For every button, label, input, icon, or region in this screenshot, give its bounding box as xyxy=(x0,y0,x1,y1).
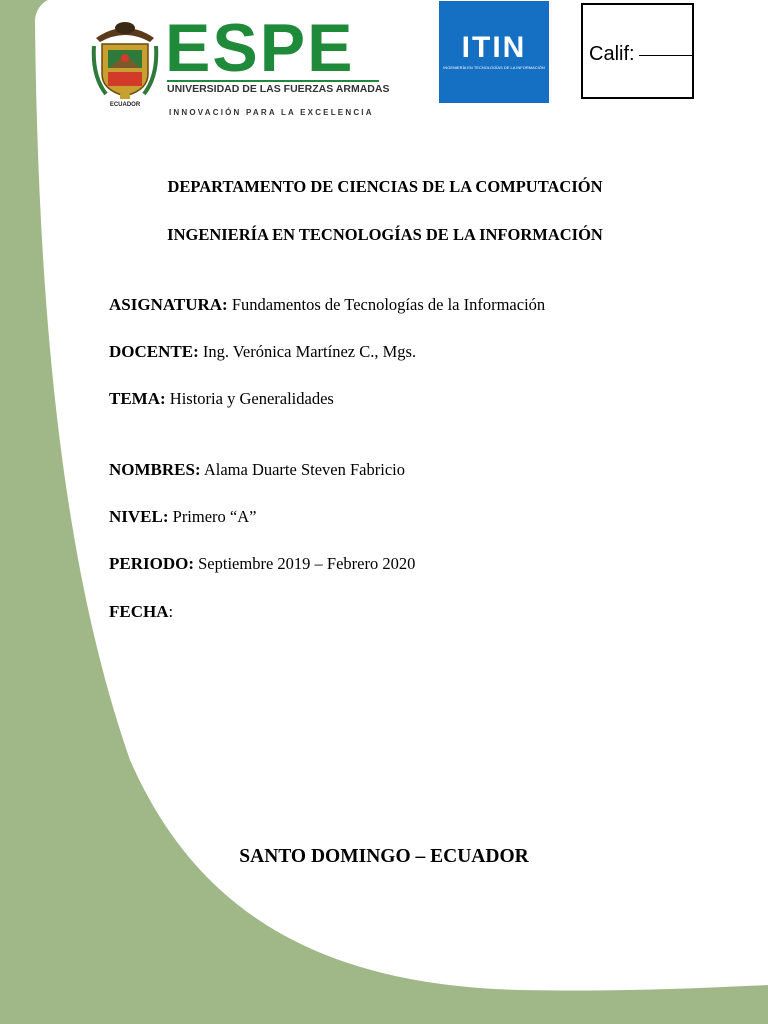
field-value: Ing. Verónica Martínez C., Mgs. xyxy=(198,342,417,361)
department-heading: DEPARTAMENTO DE CIENCIAS DE LA COMPUTACIÓN xyxy=(167,177,603,196)
field-value: Primero “A” xyxy=(168,507,257,526)
espe-acronym: ESPE xyxy=(165,10,355,86)
field-periodo xyxy=(109,554,415,574)
field-value: Historia y Generalidades xyxy=(165,389,334,408)
field-tema xyxy=(109,389,334,409)
field-label: FECHA xyxy=(109,602,169,621)
field-value: Septiembre 2019 – Febrero 2020 xyxy=(194,554,416,573)
grade-label: Calif: xyxy=(589,43,635,65)
field-label: PERIODO: xyxy=(109,554,194,573)
espe-motto: INNOVACIÓN PARA LA EXCELENCIA xyxy=(169,108,374,117)
espe-logo xyxy=(165,10,390,117)
field-nivel xyxy=(109,507,257,527)
field-value: Alama Duarte Steven Fabricio xyxy=(200,460,405,479)
itin-logo xyxy=(439,1,549,103)
itin-subtitle: INGENIERÍA EN TECNOLOGÍAS DE LA INFORMACIÓN xyxy=(443,65,545,70)
field-docente xyxy=(109,342,416,362)
itin-acronym: ITIN xyxy=(461,31,527,64)
career-heading: INGENIERÍA EN TECNOLOGÍAS DE LA INFORMACIÓN xyxy=(167,225,603,244)
field-fecha xyxy=(109,602,173,622)
field-label: NOMBRES: xyxy=(109,460,201,479)
field-asignatura xyxy=(109,295,545,315)
field-label: NIVEL: xyxy=(109,507,169,526)
espe-university-name: UNIVERSIDAD DE LAS FUERZAS ARMADAS xyxy=(167,80,379,95)
field-label: ASIGNATURA: xyxy=(109,295,228,314)
field-nombres xyxy=(109,460,405,480)
field-value: : xyxy=(168,602,174,621)
field-label: DOCENTE: xyxy=(109,342,199,361)
field-value: Fundamentos de Tecnologías de la Información xyxy=(227,295,546,314)
location-footer: SANTO DOMINGO – ECUADOR xyxy=(239,846,529,867)
crest-caption: ECUADOR xyxy=(109,102,141,108)
grade-box xyxy=(581,3,694,99)
field-label: TEMA: xyxy=(109,389,166,408)
coat-of-arms-logo xyxy=(90,16,160,108)
grade-blank-line xyxy=(639,55,693,56)
